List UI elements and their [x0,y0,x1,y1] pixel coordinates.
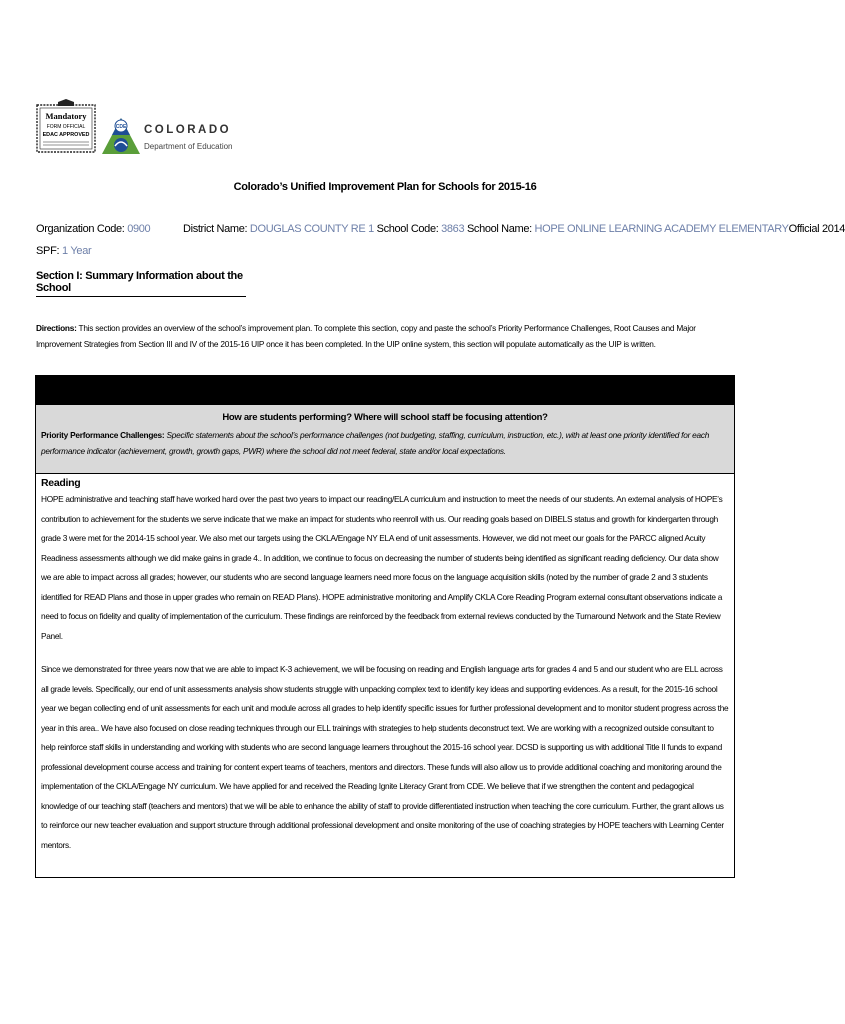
org-code-value: 0900 [127,223,151,235]
document-title: Colorado’s Unified Improvement Plan for Schools for 2015-16 [233,181,537,193]
stamp-line-2: FORM OFFICIAL [46,124,86,130]
school-name-value: HOPE ONLINE LEARNING ACADEMY ELEMENTARY [534,223,789,235]
cde-badge-text: CDE [115,124,127,130]
school-code-label: School Code: [376,223,439,235]
official-status: Official 2014 [788,223,845,235]
spf-line [36,245,91,257]
stamp-line-3: EDAC APPROVED [42,132,90,138]
school-name-label: School Name: [466,223,532,235]
table-question: How are students performing? Where will school staff be focusing attention? [222,412,548,423]
org-code-label: Organization Code: [36,223,125,235]
directions-paragraph [36,320,736,352]
mandatory-form-stamp [36,99,96,155]
logo-department-text: Department of Education [144,142,233,151]
reading-heading: Reading [41,477,81,489]
table-header-bar [36,376,734,405]
colorado-triangle-icon [100,116,142,156]
ppc-description: Specific statements about the school’s performance challenges (not budgeting, staffing, curriculum, instruction, etc.), with at least one priority identified for each performance indicator (achievement, growth, growth gaps, PWR) where the school did not meet federal, state and/or local expectations. [41,430,710,456]
stamp-line-1: Mandatory [45,111,87,121]
district-label: District Name: [183,223,248,235]
question-row [36,405,734,474]
spf-label: SPF: [36,245,60,257]
cde-logo [100,116,142,156]
ppc-label: Priority Performance Challenges: [41,430,165,440]
table-content-cell [36,474,734,855]
logo-colorado-text: COLORADO [144,124,232,136]
directions-label: Directions: [36,323,77,333]
school-code-value: 3863 [441,223,465,235]
spf-value: 1 Year [62,245,92,257]
district-value: DOUGLAS COUNTY RE 1 [249,223,374,235]
directions-text: This section provides an overview of the school’s improvement plan. To complete this section, copy and paste the school’s Priority Performance Challenges, Root Causes and Major Improvement Strategies from Section III and IV of the 2015-16 UIP once it has been completed. In the UIP online system, this section will populate automatically as the UIP is written. [36,323,696,349]
summary-table [35,375,735,878]
priority-performance-challenges [41,427,729,459]
organization-info-line [36,223,845,235]
stamp-graphic [36,99,96,155]
section-heading: Section I: Summary Information about the School [36,270,246,297]
reading-paragraph-2: Since we demonstrated for three years now that we are able to impact K-3 achievement, we will be focusing on reading and English language arts for grades 4 and 5 and our student who are ELL across all grade levels. Specifically, our end of unit assessments analysis show students struggle with unpacking complex text to identify key ideas and supporting evidences. As a result, for the 2015-16 school year we began collecting end of unit assessments for each unit and module across all grades to help identify specific issues for further professional development and to monitor student progress across the year in this area.. We have also focused on close reading techniques through our ELL trainings with strategies to help students deconstruct text. We are working with a recognized outside consultant to help reinforce staff skills in understanding and working with students who are second language learners throughout the 2015-16 school year. DCSD is supporting us with additional Title II funds to expand professional development course access and training for content expert teams of teachers, mentors and directors. These funds will also allow us to provide additional coaching and monitoring around the implementation of the CKLA/Engage NY curriculum. We have applied for and received the Reading Ignite Literacy Grant from CDE. We believe that if we strengthen the content and pedagogical knowledge of our teaching staff (teachers and mentors) that we will be able to enhance the ability of staff to provide differentiated instruction when teaching the core curriculum. Further, the grant allows us to reinforce our new teacher evaluation and support structure through additional professional development and onsite monitoring of the use of coaching strategies by HOPE teachers with Learning Center mentors. [41,664,729,850]
reading-paragraph-1: HOPE administrative and teaching staff have worked hard over the past two years to impact our reading/ELA curriculum and instruction to meet the needs of our students. An external analysis of HOPE’s contribution to achievement for the students we serve indicate that we make an impact for students who reenroll with us. Our reading goals based on DIBELS status and growth for kindergarten through grade 3 were met for the 2014-15 school year. We also met our targets using the CKLA/Engage NY ELA end of unit assessments. However, we did not meet our goals for the PARCC aligned Acuity Readiness assessments although we did make gains in grade 4.. In addition, we continue to focus on decreasing the number of students being identified as significant reading deficiency. Our data show we are able to impact across all grades; however, our students who are second language learners need more focus on the language acquisition skills (noted by the number of grade 2 and 3 students identified for READ Plans and those in upper grades who remain on READ Plans). HOPE administrative monitoring and Amplify CKLA Core Reading Program external consultant observations indicate a need to focus on fidelity and quality of implementation of the curriculum. These findings are reinforced by the feedback from external reviews conducted by the Turnaround Network and the State Review Panel. [41,494,723,641]
